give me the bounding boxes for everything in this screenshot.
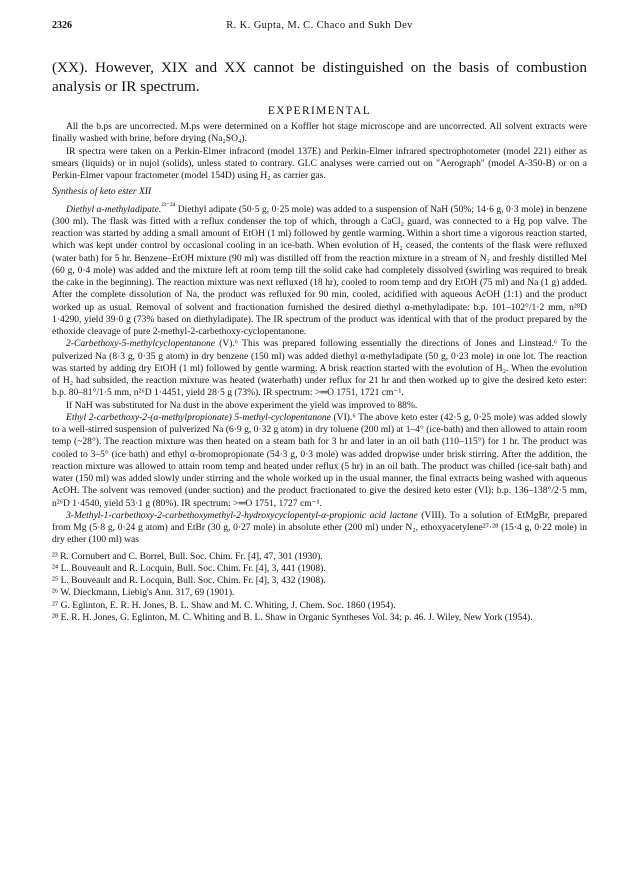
- reference-item: ²⁶ W. Dieckmann, Liebig's Ann. 317, 69 (1901).: [52, 587, 235, 599]
- paragraph-lactone: [52, 510, 587, 547]
- running-head: R. K. Gupta, M. C. Chaco and Sukh Dev: [226, 20, 413, 31]
- lactone-text: To a solution of EtMgBr, prepared from Mg (5·8 g, 0·24 g atom) and EtBr (30 g, 0·27 mole) in absolute ether (200 ml) under N₂, ethoxyacetylene²⁷·²⁸ (15·4 g, 0·22 mole) in dry ether (100 ml) was: [52, 509, 587, 546]
- propionate-text: The above keto ester (42·5 g, 0·25 mole) was added slowly to a well-stirred suspension of pulverized Na (6·9 g, 0·32 g atom) in dry toluene (200 ml) at 1–4° (ice-bath) and then allowed to attain room temp (~28°). The reaction mixture was then heated on a steam bath for 3 hr and later in an oil bath (110–115°) for 1 hr. The product was cooled to 3–5° (ice bath) and ethyl α-bromopropionate (54·3 g, 0·3 mole) was added dropwise under brisk stirring. After the addition, the reaction mixture was allowed to attain room temp and heated under reflux (5 hr) in an oil bath. The product was chilled (ice-salt bath) and water (150 ml) was added slowly under stirring and the whole worked up in the usual manner, the final extracts being washed with aqueous AcOH. The solvent was removed (under suction) and the product fractionated to give the desired keto ester (VI): b.p. 136–138°/2·5 mm, n²⁶D 1·4540, yield 53·1 g (80%). IR spectrum: >═O 1751, 1727 cm⁻¹.: [52, 411, 587, 509]
- adipate-text: Diethyl adipate (50·5 g, 0·25 mole) was added to a suspension of NaH (50%; 14·6 g, 0·3 mole) in benzene (300 ml). The flask was fitted with a reflux condenser the top of which, through a CaCl₂ guard, was connected to a Hg pop valve. The reaction was started by adding a small amount of EtOH (1 ml) followed by gentle warming. Within a short time a vigorous reaction started, which was kept under control by occasional cooling in an ice-bath. When evolution of H₂ ceased, the contents of the flask were refluxed (water bath) for 5 hr. Benzene–EtOH mixture (90 ml) was distilled off from the reaction mixture in a stream of N₂ and freshly distilled MeI (60 g, 0·4 mole) was added and the mixture left at room temp till the solid cake had completely dissolved (swirling was required to break the cake in the beginning). The reaction mixture was next refluxed (18 hr), cooled to room temp and dry EtOH (75 ml) and Na (1 g) added. After the complete dissolution of Na, the product was refluxed for 90 min, cooled, acidified with aqueous AcOH (1:1) and the product worked up as usual. Removal of solvent and fractionation furnished the desired diethyl α-methyladipate: b.p. 101–102°/1·2 mm, n²⁸D 1·4290, yield 39·0 g (73% based on diethyladipate). The IR spectrum of the product was identical with that of the product prepared by the ethoxide cleavage of pure 2-methyl-2-carbethoxy-cyclopentanone.: [52, 203, 587, 338]
- lactone-title: 3-Methyl-1-carbethoxy-2-carbethoxymethyl-2-hydroxycyclopentyl-α-propionic acid lactone: [66, 509, 418, 521]
- paragraph-pentanone: [52, 338, 587, 399]
- footnote-references: [52, 551, 587, 625]
- subheading-synthesis: Synthesis of keto ester XII: [52, 186, 152, 198]
- propionate-title: Ethyl 2-carbethoxy-2-(α-methylpropionate) 5-methyl-cyclopentanone: [66, 411, 331, 423]
- page-number: 2326: [52, 20, 72, 31]
- propionate-ref: ⁶: [352, 411, 356, 423]
- reference-item: ²⁷ G. Eglinton, E. R. H. Jones, B. L. Shaw and M. C. Whiting, J. Chem. Soc. 1860 (1954).: [52, 599, 396, 611]
- paragraph-ir: IR spectra were taken on a Perkin-Elmer infracord (model 137E) and Perkin-Elmer infrared spectrophotometer (model 221) either as smears (liquids) or in nujol (solids), unless stated to contrary. GLC analyses were carried out on "Aerograph" (model A-350-B) or on a Perkin-Elmer vapour fractometer (model 154D) using H₂ as carrier gas.: [52, 145, 587, 181]
- reference-item: ²⁵ L. Bouveault and R. Locquin, Bull. Soc. Chim. Fr. [4], 3, 432 (1908).: [52, 575, 326, 587]
- reference-item: ²³ R. Cornubert and C. Borrel, Bull. Soc. Chim. Fr. [4], 47, 301 (1930).: [52, 550, 323, 562]
- pentanone-ref: ⁶: [234, 338, 239, 350]
- page-header: [52, 20, 587, 36]
- reference-item: ²⁴ L. Bouveault and R. Locquin, Bull. Soc. Chim. Fr. [4], 3, 441 (1908).: [52, 562, 326, 574]
- lactone-label: (VIII).: [417, 509, 447, 521]
- paragraph-nah: If NaH was substituted for Na dust in the above experiment the yield was improved to 88%.: [66, 399, 418, 411]
- paragraph-propionate: [52, 412, 587, 510]
- lead-paragraph: (XX). However, XIX and XX cannot be distinguished on the basis of combustion analysis or IR spectrum.: [52, 59, 587, 95]
- reference-item: ²⁸ E. R. H. Jones, G. Eglinton, M. C. Whiting and B. L. Shaw in Organic Syntheses Vol. 34; p. 46. J. Wiley, New York (1954).: [52, 611, 533, 623]
- adipate-title: Diethyl α-methyladipate.: [66, 203, 162, 215]
- pentanone-text: This was prepared following essentially the directions of Jones and Linstead.⁶ To the pulverized Na (8·3 g, 0·35 g atom) in dry benzene (150 ml) was added diethyl α-methyladipate (50 g, 0·23 mole) in one lot. The reaction was started by adding dry EtOH (1 ml) followed by gentle warming. A brisk reaction started with the evolution of H₂. When the evolution of H₂ had subsided, the reaction mixture was heated (waterbath) under reflux for 21 hr and then worked up to give the desired keto ester: b.p. 80–81°/1·5 mm, n²⁶D 1·4451, yield 28·5 g (73%). IR spectrum: >═O 1751, 1721 cm⁻¹.: [52, 338, 587, 399]
- pentanone-title: 2-Carbethoxy-5-methylcyclopentanone: [66, 338, 215, 350]
- paragraph-adipate: [52, 200, 587, 339]
- section-heading: EXPERIMENTAL: [267, 105, 372, 117]
- paragraph-general: All the b.ps are uncorrected. M.ps were determined on a Koffler hot stage microscope and are uncorrected. All solvent extracts were finally washed with brine, before drying (Na₂SO₄).: [52, 121, 587, 145]
- propionate-label: (VI).: [330, 411, 353, 423]
- adipate-refs: ²³⁻²⁴: [161, 200, 176, 210]
- pentanone-label: (V).: [214, 338, 235, 350]
